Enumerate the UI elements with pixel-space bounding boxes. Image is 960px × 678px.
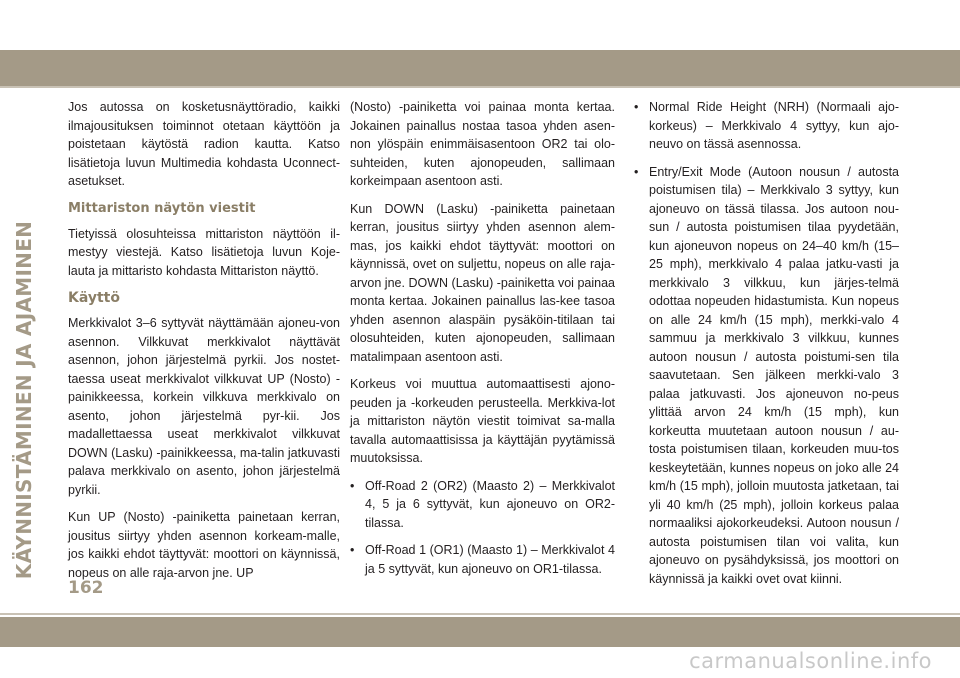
bullet-item [350, 477, 615, 533]
bullet-text: Off-Road 2 (OR2) (Maasto 2) – Merkkivalot 4, 5 ja 6 syttyvät, kun ajoneuvo on OR2-tilassa. [365, 478, 615, 530]
paragraph: Tietyissä olosuhteissa mittariston näyttöön il-mestyy viestejä. Katso lisätietoja luvun Koje-lauta ja mittaristo kohdasta Mittariston näyttö. [68, 226, 340, 278]
page-number: 162 [68, 578, 104, 598]
text-column-3 [634, 98, 899, 597]
bullet-text: Normal Ride Height (NRH) (Normaali ajo-korkeus) – Merkkivalo 4 syttyy, kun ajo-neuvo on tässä asennossa. [649, 100, 899, 151]
watermark: carmanualsonline.info [689, 649, 932, 673]
paragraph: (Nosto) -painiketta voi painaa monta kertaa. Jokainen painallus nostaa tasoa yhden asen-non ylöspäin enimmäisasentoon OR2 tai olo-suhteiden, kuten ajonopeuden, sallimaan korkeimpaan asentoon asti. [350, 100, 615, 188]
bullet-item [350, 541, 615, 578]
paragraph: Kun UP (Nosto) -painiketta painetaan kerran, jousitus siirtyy yhden asennon korkeam-malle, jos kaikki ehdot täyttyvät: moottori on käynnissä, nopeus on alle raja-arvon jne. UP [68, 510, 340, 580]
bullet-text: Off-Road 1 (OR1) (Maasto 1) – Merkkivalot 4 ja 5 syttyvät, kun ajoneuvo on OR1-tilassa. [365, 543, 615, 576]
bullet-item [634, 163, 899, 589]
paragraph: Kun DOWN (Lasku) -painiketta painetaan kerran, jousitus siirtyy yhden asennon alem-mas, jos kaikki ehdot täyttyvät: moottori on käynnissä, ovet on suljettu, nopeus on alle raja-arvon jne. DOWN (Lasku) -painiketta voi painaa monta kertaa. Jokainen painallus las-kee tasoa yhden asennon alaspäin pysäköin-titilaan tai olosuhteiden, kuten ajonopeuden, sallimaan matalimpaan asentoon asti. [350, 201, 615, 364]
bullet-icon: • [634, 100, 639, 114]
bullet-icon: • [350, 543, 355, 557]
bullet-item [634, 98, 899, 154]
header-band [0, 50, 960, 86]
section-heading: Mittariston näytön viestit [68, 200, 256, 216]
paragraph: Merkkivalot 3–6 syttyvät näyttämään ajoneu-von asennon. Vilkkuvat merkkivalot näyttävät asennon, johon järjestelmä pyrkii. Jos nostet-taessa useat merkkivalot vilkkuvat UP (Nosto) -painikkeessa, korkein vilkkuva merkkivalo on asento, johon järjestelmä pyr-kii. Jos madallettaessa useat merkkivalot vilkkuvat DOWN (Lasku) -painikkeessa, ma-talin jatkuvasti palava merkkivalo on asento, johon järjestelmä pyrkii. [68, 316, 340, 497]
footer-band [0, 617, 960, 647]
footer-divider [0, 613, 960, 615]
text-column-2 [350, 98, 615, 587]
bullet-icon: • [634, 164, 639, 179]
header-divider [0, 86, 960, 88]
paragraph: Korkeus voi muuttua automaattisesti ajono-peuden ja -korkeuden perusteella. Merkkiva-lot ja mittariston näytön viestit toimivat sa-malla tavalla automaattisissa ja käyttäjän pyytämissä muutoksissa. [350, 377, 615, 465]
section-heading: Käyttö [68, 290, 120, 306]
paragraph: Jos autossa on kosketusnäyttöradio, kaikki ilmajousituksen toiminnot otetaan käyttöön ja poistetaan käytöstä radion kautta. Katso lisätietoja luvun Multimedia kohdasta Uconnect-asetukset. [68, 100, 340, 188]
bullet-icon: • [350, 478, 355, 493]
bullet-text: Entry/Exit Mode (Autoon nousun / autosta poistumisen tila) – Merkkivalo 3 syttyy, kun ajoneuvo on tässä tilassa. Jos autoon nou-sun / autosta poistumisen tilaa pyydetään, kun ajoneuvon nopeus on 24–40 km/h (15–25 mph), merkkivalo 4 palaa jatku-vasti ja merkkivalo 3 vilkkuu, kun järjes-telmä odottaa nopeuden hidastumista. Kun nopeus on alle 24 km/h (15 mph), merkki-valo 4 sammuu ja merkkivalo 3 vilkkuu, kunnes autoon nousun / autosta poistumi-sen tila saavutetaan. Sen jälkeen merkki-valo 3 palaa jatkuvasti. Jos ajoneuvon no-peus ylittää arvon 24 km/h (15 mph), kun korkeutta muutetaan autoon nousun / au-tosta poistumisen tilaan, korkeuden muu-tos keskeytetään, kunnes nopeus on joko alle 24 km/h (15 mph), jolloin muutosta jatketaan, tai yli 40 km/h (25 mph), jolloin korkeus palaa normaaliksi ajokorkeudeksi. Autoon nousun / autosta poistumisen tilan voi valita, kun ajoneuvo on pysähdyksissä, jos moottori on käynnissä ja kaikki ovet ovat kiinni. [649, 164, 899, 586]
section-title-text: KÄYNNISTÄMINEN JA AJAMINEN [12, 220, 36, 580]
text-column-1 [68, 98, 340, 591]
